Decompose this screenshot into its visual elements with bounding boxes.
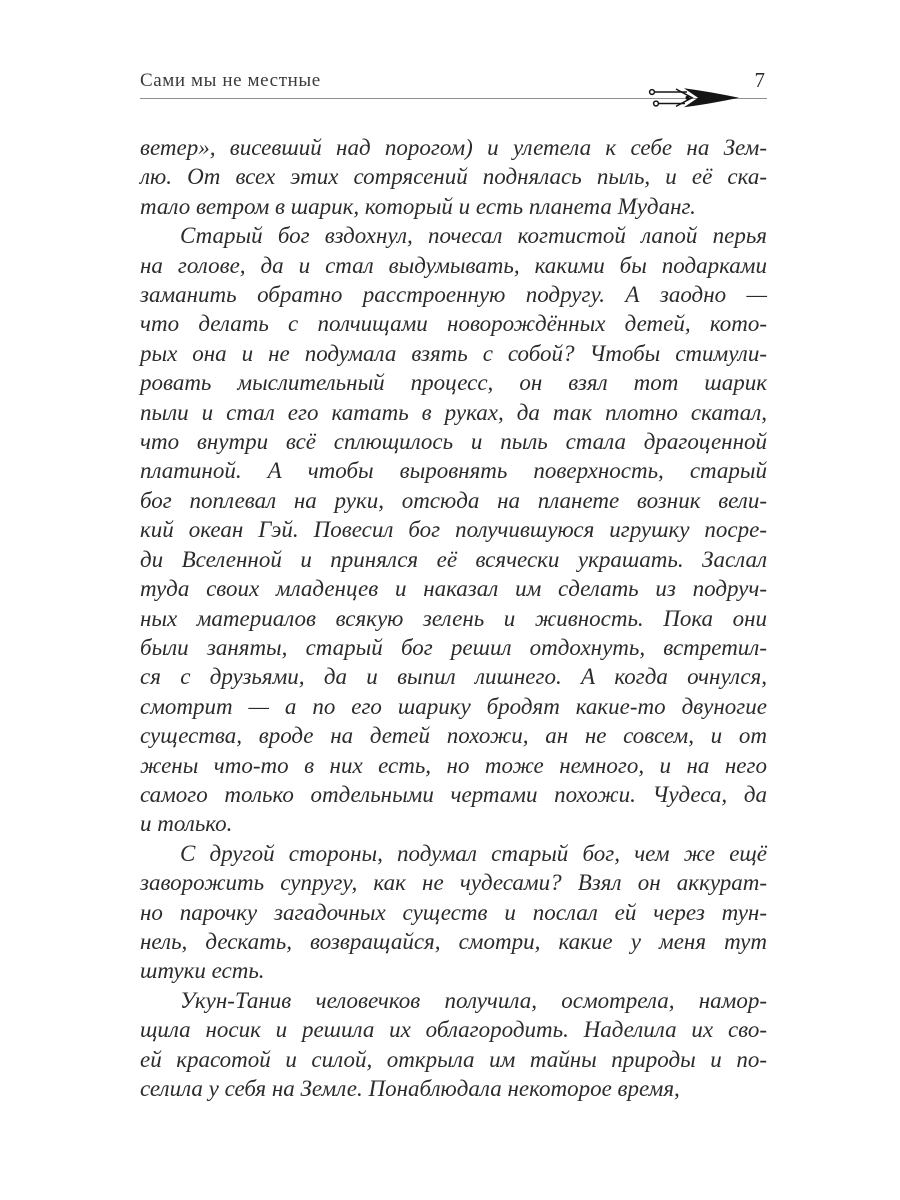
- text-line: нель, дескать, возвращайся, смотри, какие у меня тут: [140, 928, 767, 954]
- text-line: ся с друзьями, да и выпил лишнего. А когда очнулся,: [140, 664, 767, 690]
- text-line: но парочку загадочных существ и послал ей через тун-: [140, 899, 767, 925]
- text-line: С другой стороны, подумал старый бог, чем же ещё: [180, 840, 767, 866]
- pen-dart-ornament-icon: [647, 86, 741, 110]
- text-line: что внутри всё сплющилось и пыль стала драгоценной: [140, 429, 767, 455]
- text-line: существа, вроде на детей похожи, ан не совсем, и от: [140, 723, 767, 749]
- text-line: заворожить супругу, как не чудесами? Взял он аккурат-: [140, 870, 767, 896]
- text-line: заманить обратно расстроенную подругу. А заодно —: [140, 282, 767, 308]
- paragraph: [140, 986, 767, 1104]
- text-line: были заняты, старый бог решил отдохнуть, встретил-: [140, 634, 767, 660]
- text-line: и только.: [140, 811, 233, 837]
- paragraph: [140, 839, 767, 986]
- page-number: 7: [754, 68, 765, 92]
- text-line: бог поплевал на руки, отсюда на планете возник вели-: [140, 487, 767, 513]
- text-line: ей красотой и силой, открыла им тайны природы и по-: [140, 1046, 767, 1072]
- text-line: ных материалов всякую зелень и живность. Пока они: [140, 605, 767, 631]
- body-text: [140, 133, 767, 1103]
- text-line: Укун-Танив человечков получила, осмотрела, намор-: [180, 987, 767, 1013]
- paragraph: [140, 221, 767, 839]
- text-line: пыли и стал его катать в руках, да так плотно скатал,: [140, 399, 767, 425]
- text-line: Старый бог вздохнул, почесал когтистой лапой перья: [180, 223, 767, 249]
- text-line: рых она и не подумала взять с собой? Чтобы стимули-: [140, 340, 767, 366]
- text-line: щила носик и решила их облагородить. Наделила их сво-: [140, 1017, 767, 1043]
- text-line: туда своих младенцев и наказал им сделать из подруч-: [140, 576, 767, 602]
- text-line: тало ветром в шарик, который и есть планета Муданг.: [140, 193, 696, 219]
- text-line: смотрит — а по его шарику бродят какие-то двуногие: [140, 693, 767, 719]
- running-title: Сами мы не местные: [140, 70, 321, 91]
- text-line: что делать с полчищами новорождённых детей, кото-: [140, 311, 767, 337]
- text-line: ровать мыслительный процесс, он взял тот шарик: [140, 370, 767, 396]
- text-line: на голове, да и стал выдумывать, какими бы подарками: [140, 252, 767, 278]
- text-line: селила у себя на Земле. Понаблюдала некоторое время,: [140, 1076, 680, 1101]
- paragraph: [140, 133, 767, 221]
- text-line: ди Вселенной и принялся её всячески украшать. Заслал: [140, 546, 767, 572]
- text-line: самого только отдельными чертами похожи. Чудеса, да: [140, 781, 767, 807]
- text-line: ветер», висевший над порогом) и улетела к себе на Зем-: [140, 135, 767, 160]
- text-line: штуки есть.: [140, 958, 265, 984]
- page-header: [140, 66, 767, 112]
- text-line: кий океан Гэй. Повесил бог получившуюся игрушку посре-: [140, 517, 767, 543]
- text-line: жены что-то в них есть, но тоже немного, и на него: [140, 752, 767, 778]
- text-line: лю. От всех этих сотрясений поднялась пыль, и её ска-: [140, 164, 767, 190]
- text-line: платиной. А чтобы выровнять поверхность, старый: [140, 458, 767, 484]
